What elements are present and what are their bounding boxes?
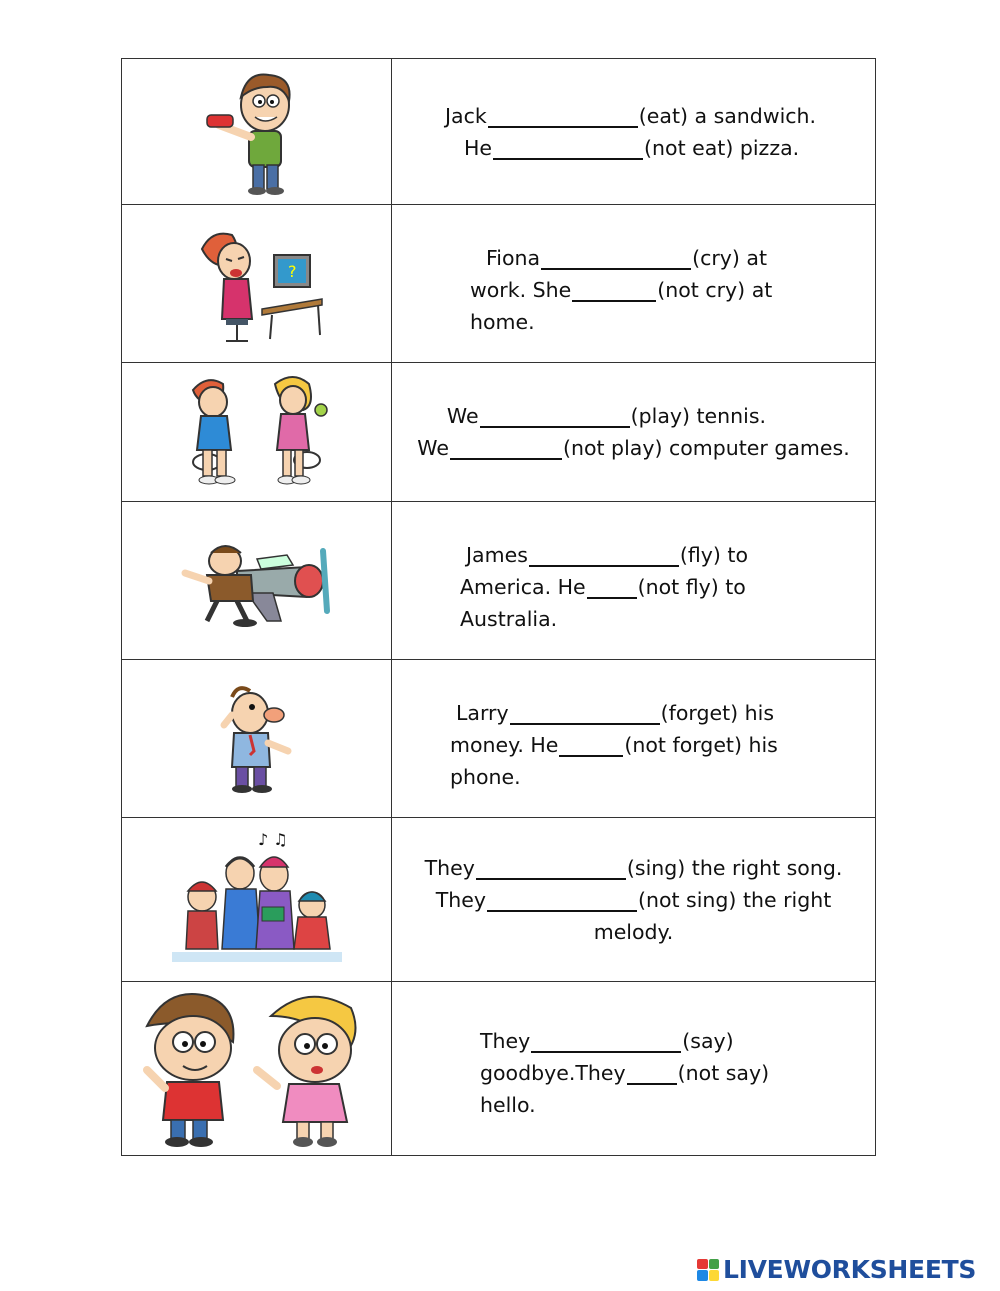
two-kids-waving-image <box>122 982 392 1155</box>
woman-crying-at-computer-image <box>122 205 392 362</box>
sentence-line: hello. <box>480 1092 536 1117</box>
exercise-text-4 <box>392 502 875 659</box>
exercise-row-5 <box>121 660 876 818</box>
exercise-row-6 <box>121 818 876 982</box>
answer-blank[interactable] <box>529 545 679 567</box>
sentence-line: Fiona (cry) at <box>486 245 768 270</box>
logo-blocks-icon <box>697 1259 719 1281</box>
answer-blank[interactable] <box>493 138 643 160</box>
carol-singers-image <box>122 818 392 981</box>
exercise-text-1 <box>392 59 875 204</box>
sentence-line: Australia. <box>460 606 558 631</box>
answer-blank[interactable] <box>559 735 623 757</box>
sentence-line: He (not eat) pizza. <box>464 135 800 160</box>
sentence-line: goodbye.They (not say) <box>480 1060 770 1085</box>
answer-blank[interactable] <box>487 890 637 912</box>
sentence-line: James (fly) to <box>466 542 749 567</box>
answer-blank[interactable] <box>627 1063 677 1085</box>
sentence-line: Larry (forget) his <box>456 700 774 725</box>
svg-text:♪ ♫: ♪ ♫ <box>257 830 288 849</box>
answer-blank[interactable] <box>476 858 626 880</box>
man-forgetting-image <box>122 660 392 817</box>
sentence-line: work. She (not cry) at <box>470 277 773 302</box>
exercise-text-3 <box>392 363 875 501</box>
exercise-row-1 <box>121 58 876 205</box>
worksheet-table <box>121 58 876 1156</box>
exercise-row-7 <box>121 982 876 1156</box>
svg-text:?: ? <box>287 261 296 281</box>
exercise-row-2 <box>121 205 876 363</box>
sentence-line: phone. <box>450 764 521 789</box>
liveworksheets-logo <box>697 1255 976 1284</box>
sentence-line: melody. <box>593 919 674 944</box>
answer-blank[interactable] <box>450 438 562 460</box>
exercise-text-5 <box>392 660 875 817</box>
sentence-line: Jack (eat) a sandwich. <box>445 103 817 128</box>
exercise-row-4 <box>121 502 876 660</box>
exercise-text-2 <box>392 205 875 362</box>
sentence-line: America. He (not fly) to <box>460 574 746 599</box>
sentence-line: We (play) tennis. <box>446 404 767 428</box>
answer-blank[interactable] <box>531 1031 681 1053</box>
sentence-line: They (say) <box>480 1028 734 1053</box>
brand-name: LIVEWORKSHEETS <box>723 1255 977 1284</box>
answer-blank[interactable] <box>510 703 660 725</box>
exercise-text-6 <box>392 818 875 981</box>
answer-blank[interactable] <box>488 106 638 128</box>
sentence-line: They (not sing) the right <box>435 887 832 912</box>
exercise-text-7 <box>392 982 875 1155</box>
sentence-line: They (sing) the right song. <box>424 855 843 880</box>
sentence-line: home. <box>470 309 535 334</box>
sentence-line: We (not play) computer games. <box>417 436 850 460</box>
boy-eating-sandwich-image <box>122 59 392 204</box>
exercise-row-3 <box>121 363 876 502</box>
answer-blank[interactable] <box>587 577 637 599</box>
answer-blank[interactable] <box>572 280 656 302</box>
sentence-line: money. He (not forget) his <box>450 732 778 757</box>
answer-blank[interactable] <box>541 248 691 270</box>
answer-blank[interactable] <box>480 406 630 428</box>
kids-playing-tennis-image <box>122 363 392 501</box>
man-flying-plane-image <box>122 502 392 659</box>
